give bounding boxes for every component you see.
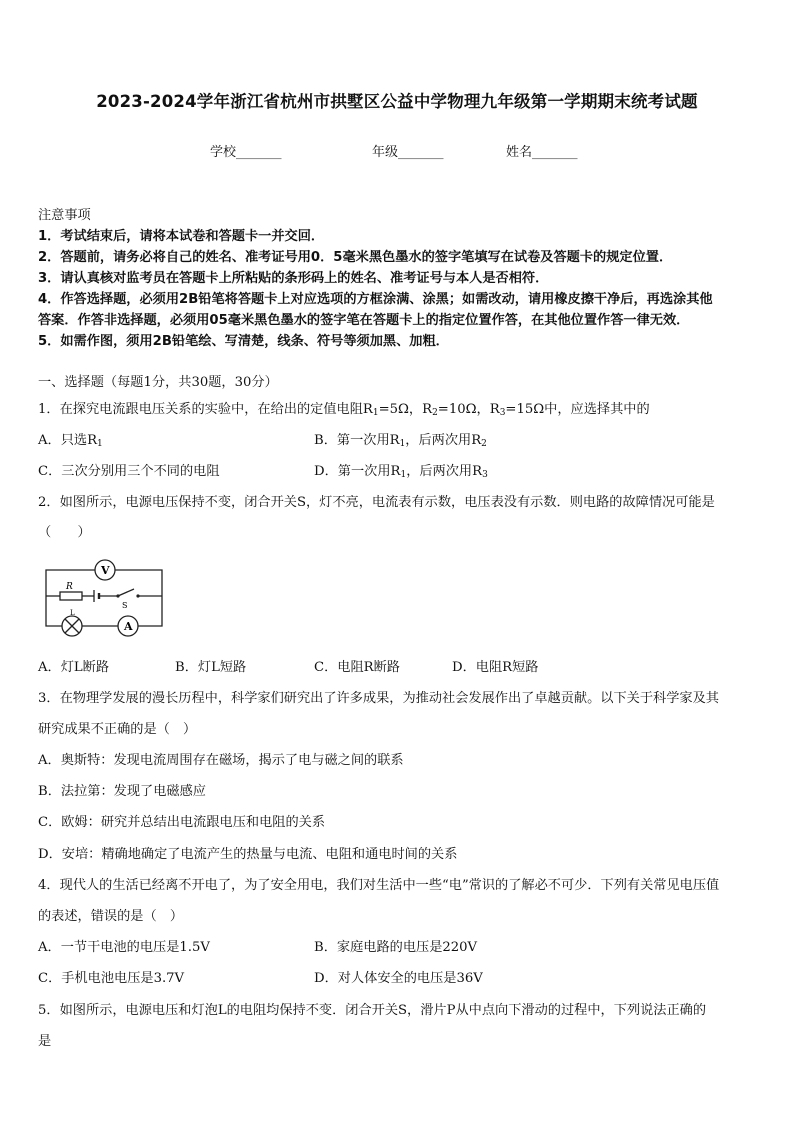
- question-4-option-b[interactable]: B．家庭电路的电压是220V: [314, 940, 478, 955]
- exam-title: 2023-2024学年浙江省杭州市拱墅区公益中学物理九年级第一学期期末统考试题: [96, 92, 698, 111]
- section-heading: 一、选择题（每题1分，共30题，30分）: [38, 375, 278, 390]
- ammeter-label: A: [124, 620, 133, 633]
- resistor-label: R: [66, 582, 73, 592]
- question-4-option-d[interactable]: D．对人体安全的电压是36V: [314, 971, 483, 986]
- question-2-option-d[interactable]: D．电阻R短路: [452, 660, 539, 675]
- question-1-option-d[interactable]: D．第一次用$R_1$，后两次用$R_3$: [314, 464, 488, 480]
- question-2-option-a[interactable]: A．灯L断路: [38, 660, 110, 675]
- notice-item-5: 5．如需作图，须用2B铅笔绘、写清楚，线条、符号等须加黑、加粗．: [38, 334, 449, 349]
- switch-label: S: [122, 601, 128, 610]
- question-3-stem-line1: 3．在物理学发展的漫长历程中，科学家们研究出了许多成果，为推动社会发展作出了卓越贡献。以下关于科学家及其: [38, 691, 719, 706]
- question-1-stem: 1．在探究电流跟电压关系的实验中，在给出的定值电阻$R_1=5\Omega$，$R_2=10\Omega$，$R_3=15\Omega$中，应选择其中的: [38, 402, 650, 418]
- question-1-option-a[interactable]: A．只选$R_1$: [38, 433, 103, 449]
- question-3-option-b[interactable]: B．法拉第：发现了电磁感应: [38, 784, 206, 799]
- notice-item-4: 4．作答选择题，必须用2B铅笔将答题卡上对应选项的方框涂满、涂黑；如需改动，请用橡皮擦干净后，再选涂其他: [38, 292, 713, 307]
- circuit-diagram: [38, 556, 168, 642]
- question-5-stem-line1: 5．如图所示，电源电压和灯泡L的电阻均保持不变．闭合开关S，滑片P从中点向下滑动的过程中，下列说法正确的: [38, 1003, 707, 1018]
- notice-item-3: 3．请认真核对监考员在答题卡上所粘贴的条形码上的姓名、准考证号与本人是否相符．: [38, 271, 549, 286]
- grade-field[interactable]: 年级_______: [372, 145, 444, 160]
- question-3-option-c[interactable]: C．欧姆：研究并总结出电流跟电压和电阻的关系: [38, 815, 326, 830]
- name-field[interactable]: 姓名_______: [506, 145, 578, 160]
- notice-heading: 注意事项: [38, 208, 91, 223]
- question-2-option-c[interactable]: C．电阻R断路: [314, 660, 400, 675]
- voltmeter-label: V: [101, 564, 110, 577]
- question-3-option-d[interactable]: D．安培：精确地确定了电流产生的热量与电流、电阻和通电时间的关系: [38, 847, 458, 862]
- question-2-stem-line1: 2．如图所示，电源电压保持不变，闭合开关S，灯不亮，电流表有示数，电压表没有示数．则电路的故障情况可能是: [38, 495, 715, 510]
- notice-item-4-cont: 答案．作答非选择题，必须用05毫米黑色墨水的签字笔在答题卡上的指定位置作答，在其他位置作答一律无效．: [38, 313, 690, 328]
- question-5-stem-line2: 是: [38, 1034, 52, 1049]
- switch-pivot-dot: [116, 594, 119, 597]
- switch-contact-dot: [136, 594, 139, 597]
- question-4-option-c[interactable]: C．手机电池电压是3.7V: [38, 971, 185, 986]
- question-4-stem-line1: 4．现代人的生活已经离不开电了，为了安全用电，我们对生活中一些“电”常识的了解必不可少．下列有关常见电压值: [38, 878, 720, 893]
- question-2-stem-line2: （ ）: [38, 525, 91, 540]
- notice-item-2: 2．答题前，请务必将自己的姓名、准考证号用0．5毫米黑色墨水的签字笔填写在试卷及答题卡的规定位置．: [38, 250, 673, 265]
- question-3-stem-line2: 研究成果不正确的是（ ）: [38, 722, 197, 737]
- question-4-stem-line2: 的表述，错误的是（ ）: [38, 909, 184, 924]
- question-3-option-a[interactable]: A．奥斯特：发现电流周围存在磁场，揭示了电与磁之间的联系: [38, 753, 404, 768]
- school-field[interactable]: 学校_______: [210, 145, 282, 160]
- question-4-option-a[interactable]: A．一节干电池的电压是1.5V: [38, 940, 210, 955]
- question-1-option-b[interactable]: B．第一次用$R_1$，后两次用$R_2$: [314, 433, 487, 449]
- notice-item-1: 1．考试结束后，请将本试卷和答题卡一并交回．: [38, 229, 325, 244]
- question-2-option-b[interactable]: B．灯L短路: [175, 660, 247, 675]
- question-1-option-c[interactable]: C．三次分别用三个不同的电阻: [38, 464, 220, 479]
- lamp-label: L: [70, 609, 75, 617]
